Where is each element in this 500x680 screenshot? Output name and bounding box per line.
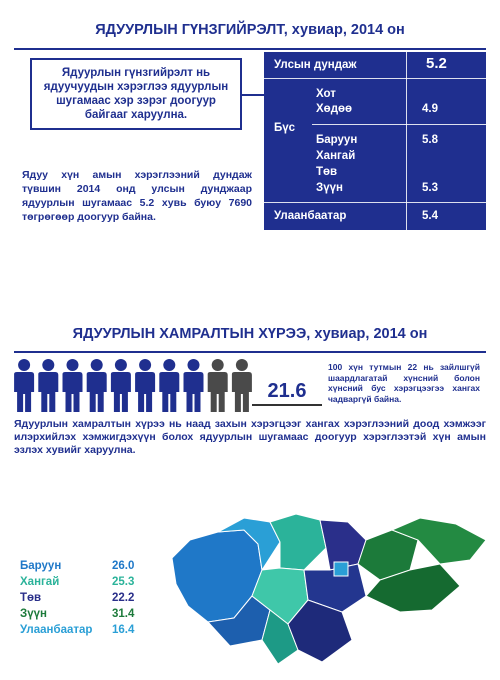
headline-underline xyxy=(252,404,322,406)
legend-value-khangai: 25.3 xyxy=(112,576,135,588)
people-pictogram xyxy=(12,358,254,414)
person-icon xyxy=(14,359,34,412)
person-icon xyxy=(38,359,58,412)
legend-label-west: Баруун xyxy=(20,560,62,572)
headcount-note: 100 хүн тутмын 22 нь зайлшгүй шаардлагатай хүнсний болон хүнсний бус хэрэгцээгээ хангах чадваргүй байна. xyxy=(328,362,480,404)
section1-rule xyxy=(14,48,486,50)
row-east-value: 5.3 xyxy=(422,182,438,194)
legend-item-ulaanbaatar xyxy=(20,624,135,636)
section2-rule xyxy=(14,351,486,353)
row-rural-value: 4.9 xyxy=(422,103,438,115)
row-west-label: Баруун xyxy=(316,134,358,146)
depth-note: Ядуу хүн амын хэрэглээний дундаж түвшин 2014 онд улсын дунджаар ядуурлын шугамаас 5.2 хувь буюу 7690 төгрөгөөр доогуур байна. xyxy=(22,169,252,223)
legend-value-central: 22.2 xyxy=(112,592,135,604)
map-region-ulaanbaatar xyxy=(334,562,348,576)
legend-label-east: Зүүн xyxy=(20,608,47,620)
coverage-paragraph: Ядуурлын хамралтын хүрээ нь наад захын хэрэгцээг хангах хэрэглээний доод хэмжээг илэрхийлэх хэмжигдэхүүн болох ядуурлын шугамаас доогуур хэрэглээтэй хүн амын эзлэх хувийг харуулна. xyxy=(14,418,486,456)
section2-title: ЯДУУРЛЫН ХАМРАЛТЫН ХҮРЭЭ, хувиар, 2014 он xyxy=(72,326,428,342)
person-icon xyxy=(63,359,83,412)
person-icon xyxy=(111,359,131,412)
person-icon xyxy=(159,359,179,412)
legend-item-west xyxy=(20,560,135,572)
ub-label: Улаанбаатар xyxy=(274,210,347,222)
row-urban-label: Хот xyxy=(316,88,336,100)
depth-table xyxy=(264,52,486,230)
legend-item-central xyxy=(20,592,135,604)
person-icon xyxy=(87,359,107,412)
row-east-label: Зүүн xyxy=(316,182,343,194)
row-rural-label: Хөдөө xyxy=(316,103,353,115)
definition-callout: Ядуурлын гүнзгийрэлт нь ядуучуудын хэрэглээ ядуурлын шугамаас хэр зэрэг доогуур байгааг харуулна. xyxy=(30,58,242,130)
map-legend xyxy=(20,560,170,640)
legend-value-ulaanbaatar: 16.4 xyxy=(112,624,135,636)
legend-item-east xyxy=(20,608,135,620)
national-label: Улсын дундаж xyxy=(274,59,357,71)
region-group-label: Бүс xyxy=(274,122,296,134)
national-value: 5.2 xyxy=(426,55,447,72)
person-icon xyxy=(232,359,252,412)
legend-item-khangai xyxy=(20,576,135,588)
legend-label-central: Төв xyxy=(20,592,42,604)
row-west-value: 5.8 xyxy=(422,134,438,146)
legend-value-west: 26.0 xyxy=(112,560,135,572)
headline-value: 21.6 xyxy=(267,380,307,402)
row-central-label: Төв xyxy=(316,166,338,178)
legend-label-khangai: Хангай xyxy=(20,576,60,588)
person-icon xyxy=(135,359,155,412)
mongolia-map xyxy=(170,500,490,670)
callout-connector xyxy=(242,94,264,96)
row-khangai-label: Хангай xyxy=(316,150,356,162)
ub-value: 5.4 xyxy=(422,210,438,222)
legend-label-ulaanbaatar: Улаанбаатар xyxy=(20,624,93,636)
person-icon xyxy=(208,359,228,412)
person-icon xyxy=(184,359,204,412)
legend-value-east: 31.4 xyxy=(112,608,135,620)
section1-title: ЯДУУРЛЫН ГҮНЗГИЙРЭЛТ, хувиар, 2014 он xyxy=(95,22,405,38)
